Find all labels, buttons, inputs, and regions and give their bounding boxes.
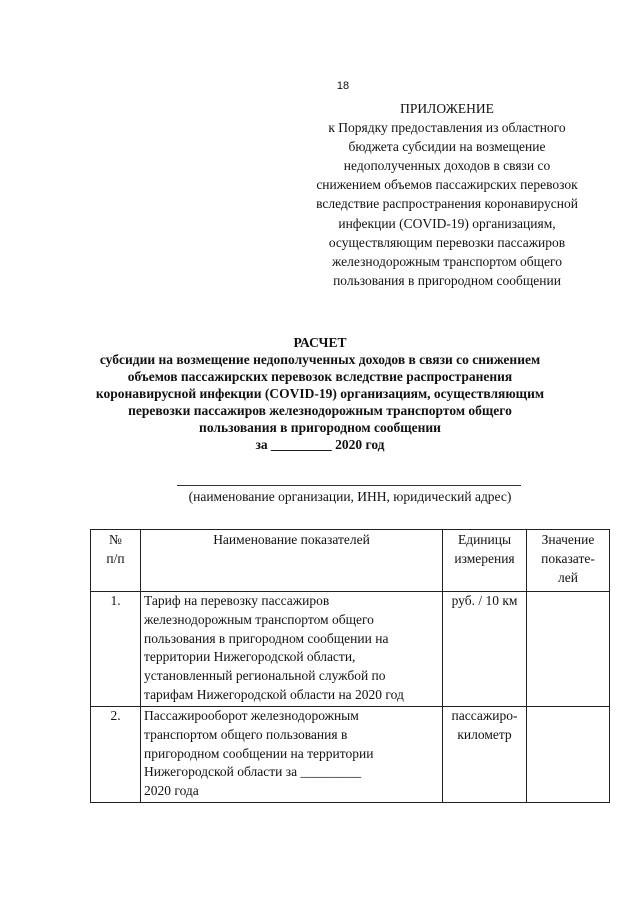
appendix-line: железнодорожным транспортом общего xyxy=(332,253,562,269)
header-value xyxy=(527,530,610,592)
header-unit xyxy=(443,530,527,592)
header-value-line: Значение xyxy=(541,532,595,547)
header-num xyxy=(91,530,141,592)
page-number: 18 xyxy=(336,80,350,92)
table-row xyxy=(91,707,610,803)
title-line: перевозки пассажиров железнодорожным транспортом общего xyxy=(128,403,512,418)
header-value-line: лей xyxy=(558,569,578,585)
indicator-name xyxy=(141,707,443,803)
appendix-line: бюджета субсидии на возмещение xyxy=(348,139,546,155)
title-line: объемов пассажирских перевозок вследствие распространения xyxy=(127,369,513,384)
row-number: 2. xyxy=(91,707,141,803)
unit-line: пассажиро- xyxy=(451,708,518,723)
indicator-name xyxy=(141,592,443,707)
header-name-line: Наименование показателей xyxy=(213,532,370,547)
appendix-line: инфекции (COVID-19) организациям, xyxy=(338,215,556,231)
appendix-line: снижением объемов пассажирских перевозок xyxy=(316,177,578,193)
title-heading: РАСЧЕТ xyxy=(293,335,347,350)
appendix-header xyxy=(292,99,602,290)
table-row xyxy=(91,592,610,707)
header-num-line: № xyxy=(109,532,122,547)
row-number: 1. xyxy=(91,592,141,707)
header-unit-line: измерения xyxy=(454,550,515,566)
indicator-line: пользования в пригородном сообщении на xyxy=(144,630,389,646)
unit-cell xyxy=(443,707,527,803)
unit-cell xyxy=(443,592,527,707)
header-num-line: п/п xyxy=(106,550,125,566)
unit-line: руб. / 10 км xyxy=(451,593,518,608)
appendix-line: недополученных доходов в связи со xyxy=(343,158,551,174)
unit-line: километр xyxy=(457,726,512,742)
document-title xyxy=(60,334,580,453)
indicator-line: Пассажирооборот железнодорожным xyxy=(144,708,359,723)
indicator-line: Нижегородской области за _________ xyxy=(144,764,362,780)
indicator-line: 2020 года xyxy=(144,783,199,799)
title-line: коронавирусной инфекции (COVID-19) организациям, осуществляющим xyxy=(95,386,545,401)
indicator-line: тарифам Нижегородской области на 2020 год xyxy=(144,686,404,702)
indicator-line: железнодорожным транспортом общего xyxy=(144,611,374,627)
appendix-line: пользования в пригородном сообщении xyxy=(333,272,561,288)
value-cell[interactable] xyxy=(527,707,610,803)
header-unit-line: Единицы xyxy=(457,532,512,547)
organization-fill-line xyxy=(177,485,521,486)
appendix-line: к Порядку предоставления из областного xyxy=(328,120,566,136)
title-line: пользования в пригородном сообщении xyxy=(199,420,441,435)
header-value-line: показате- xyxy=(541,550,595,566)
indicator-line: установленный региональной службой по xyxy=(144,668,386,684)
title-line: за _________ 2020 год xyxy=(255,437,385,452)
indicator-line: транспортом общего пользования в xyxy=(144,726,348,742)
organization-caption: (наименование организации, ИНН, юридический адрес) xyxy=(188,489,512,504)
title-line: субсидии на возмещение недополученных доходов в связи со снижением xyxy=(99,352,541,367)
appendix-line: вследствие распространения коронавирусной xyxy=(316,196,578,212)
indicator-line: Тариф на перевозку пассажиров xyxy=(144,593,330,608)
header-name xyxy=(141,530,443,592)
calculation-table xyxy=(90,529,610,803)
indicator-line: территории Нижегородской области, xyxy=(144,649,356,665)
indicator-line: пригородном сообщении на территории xyxy=(144,745,374,761)
appendix-line: ПРИЛОЖЕНИЕ xyxy=(400,101,494,116)
table-header-row xyxy=(91,530,610,592)
appendix-line: осуществляющим перевозки пассажиров xyxy=(328,234,566,250)
value-cell[interactable] xyxy=(527,592,610,707)
